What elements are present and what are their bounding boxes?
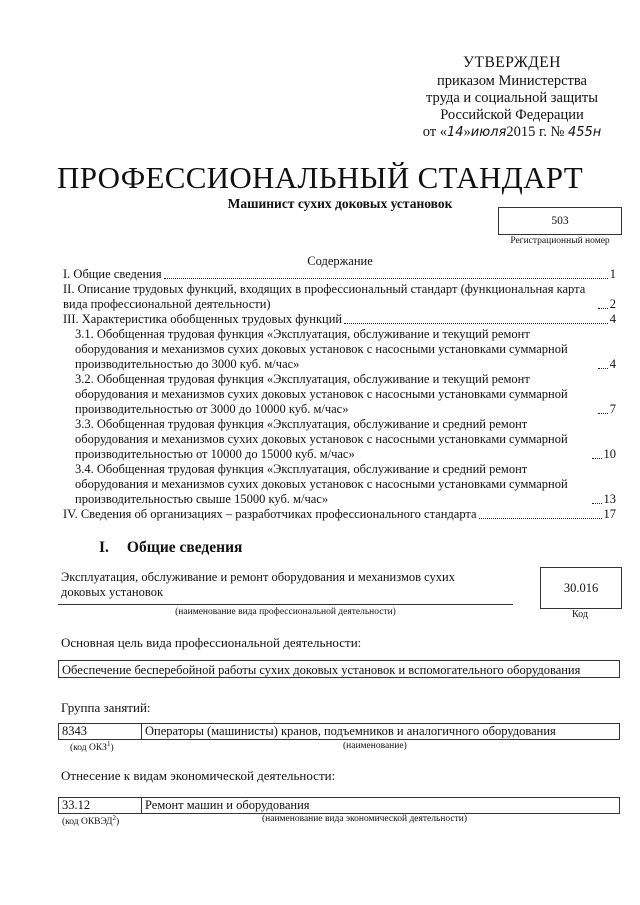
- registration-number-label: Регистрационный номер: [510, 236, 610, 246]
- okz-caption-text: (код ОКЗ: [70, 743, 107, 754]
- toc-entry-text: III. Характеристика обобщенных трудовых функций: [63, 312, 343, 326]
- toc-page-number: 10: [603, 447, 616, 461]
- activity-kind-underline: [58, 604, 513, 605]
- toc-entry-text: IV. Сведения об организациях – разработчиках профессионального стандарта: [63, 507, 477, 521]
- toc-leader-dots: [598, 308, 608, 309]
- approval-line-1: приказом Министерства: [437, 73, 587, 89]
- okved-caption-close: ): [115, 817, 120, 828]
- activity-code-caption: Код: [572, 609, 588, 620]
- activity-kind-text: Эксплуатация, обслуживание и ремонт оборудования и механизмов сухих доковых установок: [61, 570, 455, 599]
- okz-code-caption: [70, 740, 114, 753]
- goal-label: Основная цель вида профессиональной деятельности:: [61, 635, 362, 650]
- toc-leader-dots: [592, 458, 602, 459]
- toc-entry-text: 3.1. Обобщенная трудовая функция «Эксплуатация, обслуживание и текущий ремонт оборудования и механизмов сухих доковых установок с насосными установками суммарной производительностью до 3000 куб. м/час»: [75, 327, 568, 371]
- toc-entry: [63, 417, 616, 462]
- okved-footnote-mark: 2: [112, 814, 116, 822]
- toc-leader-dots: [592, 503, 602, 504]
- handwritten-month: июля: [470, 125, 507, 140]
- toc-entry-text: I. Общие сведения: [63, 267, 162, 281]
- toc-leader-dots: [344, 323, 608, 324]
- okved-name-cell: Ремонт машин и оборудования: [142, 798, 620, 814]
- toc-page-number: 1: [609, 267, 616, 281]
- registration-number-box: 503: [498, 207, 622, 235]
- toc-entry: [63, 462, 616, 507]
- occupation-table: [58, 723, 620, 740]
- economic-activity-table: [58, 797, 620, 814]
- activity-code-box: 30.016: [540, 567, 622, 609]
- toc-entry-text: 3.4. Обобщенная трудовая функция «Эксплуатация, обслуживание и средний ремонт оборудования и механизмов сухих доковых установок с насосными установками суммарной производительностью свыше 15000 куб. м/час»: [75, 462, 568, 506]
- okved-caption-text: (код ОКВЭД: [62, 817, 113, 828]
- toc-page-number: 4: [609, 357, 616, 371]
- table-row: [59, 798, 620, 814]
- toc-page-number: 4: [609, 312, 616, 326]
- toc-entry: [63, 267, 616, 282]
- table-of-contents: [63, 267, 616, 522]
- toc-page-number: 2: [609, 297, 616, 311]
- toc-entry-text: II. Описание трудовых функций, входящих в профессиональный стандарт (функциональная карта вида профессиональной деятельности): [63, 282, 586, 311]
- date-prefix: от «: [422, 124, 447, 140]
- toc-page-number: 7: [609, 402, 616, 416]
- handwritten-day: 14: [446, 125, 464, 140]
- toc-entry-text: 3.2. Обобщенная трудовая функция «Эксплуатация, обслуживание и текущий ремонт оборудования и механизмов сухих доковых установок с насосными установками суммарной производительностью от 3000 до 10000 куб. м/час»: [75, 372, 568, 416]
- okz-footnote-mark: 1: [106, 740, 111, 748]
- section-title: Общие сведения: [126, 539, 243, 556]
- toc-leader-dots: [164, 278, 608, 279]
- approval-heading: УТВЕРЖДЕН: [463, 54, 561, 71]
- date-year: 2015 г. №: [506, 124, 565, 140]
- approval-date: [392, 124, 632, 141]
- okved-code-cell: 33.12: [59, 798, 142, 814]
- section-heading: [99, 539, 242, 557]
- table-row: [59, 724, 620, 740]
- toc-page-number: 17: [603, 507, 616, 521]
- toc-page-number: 13: [603, 492, 616, 506]
- toc-entry: [63, 507, 616, 522]
- toc-entry: [63, 312, 616, 327]
- document-subtitle: Машинист сухих доковых установок: [227, 196, 453, 211]
- toc-leader-dots: [479, 518, 602, 519]
- handwritten-order-number: 455н: [567, 125, 602, 140]
- okz-caption-close: ): [110, 743, 114, 754]
- approval-line-3: Российской Федерации: [440, 107, 584, 123]
- goal-box: Обеспечение бесперебойной работы сухих доковых установок и вспомогательного оборудования: [58, 660, 620, 678]
- date-sep: »: [463, 124, 471, 140]
- toc-entry: [63, 327, 616, 372]
- approval-line-2: труда и социальной защиты: [426, 90, 598, 106]
- economic-activity-label: Отнесение к видам экономической деятельности:: [61, 768, 336, 783]
- occupation-group-label: Группа занятий:: [61, 700, 151, 715]
- approval-block: [392, 54, 632, 141]
- okved-code-caption: [62, 814, 119, 827]
- activity-kind-caption: (наименование вида профессиональной деятельности): [175, 607, 396, 617]
- toc-leader-dots: [598, 368, 608, 369]
- okved-name-caption: (наименование вида экономической деятельности): [262, 814, 467, 824]
- document-title: ПРОФЕССИОНАЛЬНЫЙ СТАНДАРТ: [57, 160, 583, 195]
- toc-entry: [63, 372, 616, 417]
- toc-entry-text: 3.3. Обобщенная трудовая функция «Эксплуатация, обслуживание и средний ремонт оборудования и механизмов сухих доковых установок с насосными установками суммарной производительностью от 10000 до 15000 куб. м/час»: [75, 417, 568, 461]
- toc-entry: [63, 282, 616, 312]
- occupation-name-caption: (наименование): [343, 741, 407, 751]
- okz-code-cell: 8343: [59, 724, 142, 740]
- section-number: I.: [99, 539, 109, 556]
- contents-heading: Содержание: [307, 254, 373, 268]
- okz-name-cell: Операторы (машинисты) кранов, подъемников и аналогичного оборудования: [142, 724, 620, 740]
- toc-leader-dots: [598, 413, 608, 414]
